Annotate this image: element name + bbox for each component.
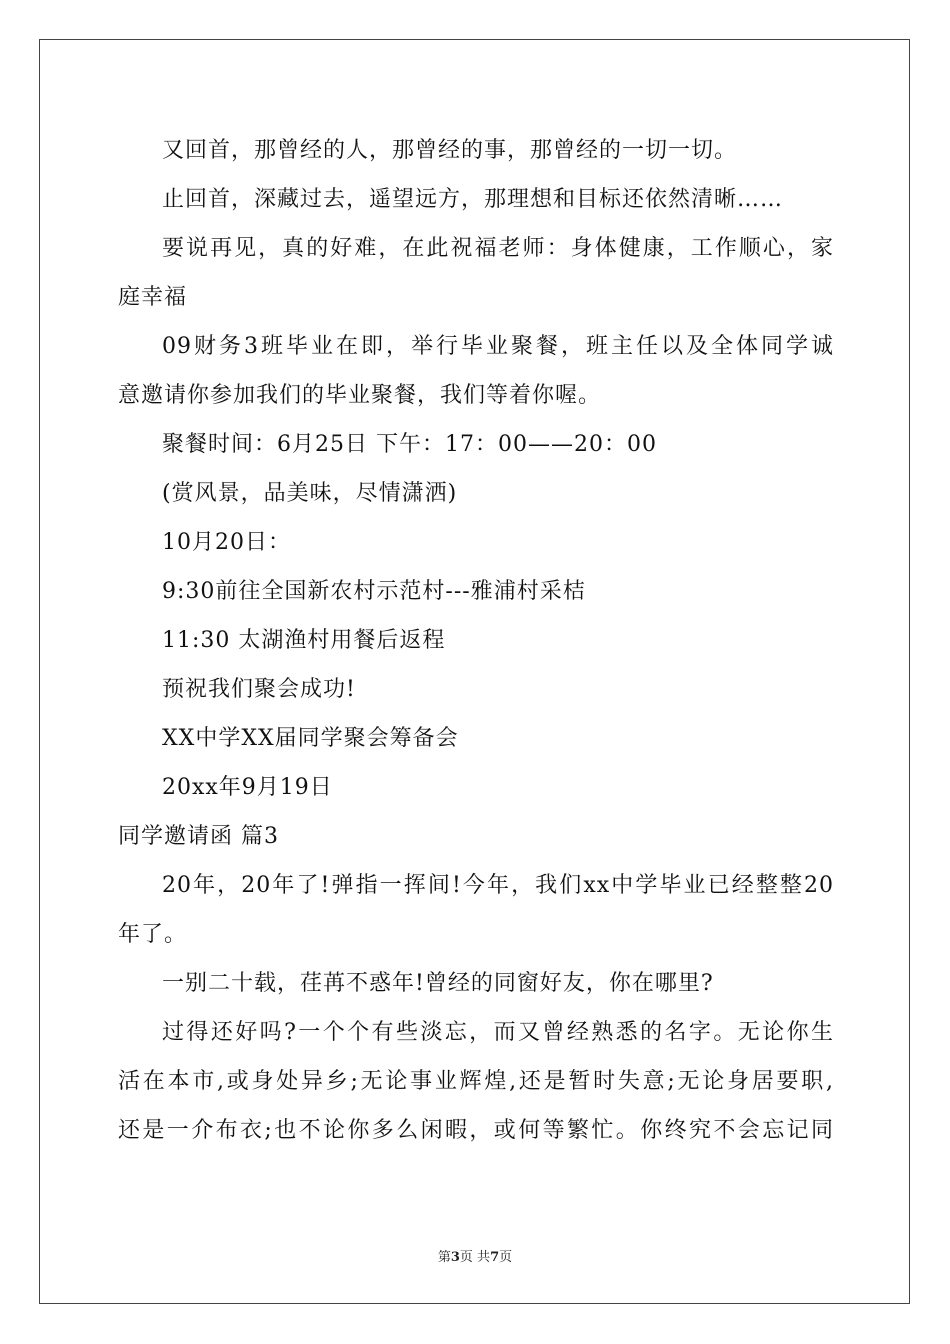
section-heading: 同学邀请函 篇3 <box>118 824 279 849</box>
paragraph-line: 要说再见，真的好难，在此祝福老师：身体健康，工作顺心，家 <box>162 236 834 261</box>
paragraph-line: 20年，20年了!弹指一挥间!今年，我们xx中学毕业已经整整20 <box>162 873 834 898</box>
paragraph-line: (赏风景，品美味，尽情潇洒) <box>162 481 458 506</box>
page-prefix: 第 <box>437 1250 451 1265</box>
page-current: 3 <box>450 1250 460 1265</box>
paragraph-line: 还是一介布衣;也不论你多么闲暇，或何等繁忙。你终究不会忘记同 <box>118 1118 834 1143</box>
page-suffix: 页 <box>499 1250 513 1265</box>
paragraph-line: 活在本市,或身处异乡;无论事业辉煌,还是暂时失意;无论身居要职, <box>118 1069 834 1094</box>
paragraph-line: 聚餐时间：6月25日 下午：17：00——20：00 <box>162 432 657 457</box>
paragraph-line: 意邀请你参加我们的毕业聚餐，我们等着你喔。 <box>118 383 602 408</box>
page-mid: 页 共 <box>459 1250 491 1265</box>
paragraph-line: 10月20日： <box>162 530 291 555</box>
paragraph-line: 止回首，深藏过去，遥望远方，那理想和目标还依然清晰…… <box>162 187 784 212</box>
paragraph-line: 09财务3班毕业在即，举行毕业聚餐，班主任以及全体同学诚 <box>162 334 834 359</box>
paragraph-line: 预祝我们聚会成功! <box>162 677 356 702</box>
paragraph-line: 过得还好吗?一个个有些淡忘，而又曾经熟悉的名字。无论你生 <box>162 1020 834 1045</box>
paragraph-line: 又回首，那曾经的人，那曾经的事，那曾经的一切一切。 <box>162 138 738 163</box>
paragraph-line: 20xx年9月19日 <box>162 775 333 800</box>
paragraph-line: 9:30前往全国新农村示范村---雅浦村采桔 <box>162 579 586 604</box>
paragraph-line: 年了。 <box>118 922 188 947</box>
paragraph-line: 一别二十载，荏苒不惑年!曾经的同窗好友，你在哪里? <box>162 971 714 996</box>
paragraph-line: 11:30 太湖渔村用餐后返程 <box>162 628 446 653</box>
page-total: 7 <box>490 1250 500 1265</box>
paragraph-line: XX中学XX届同学聚会筹备会 <box>162 726 459 751</box>
page-footer <box>0 1246 950 1265</box>
paragraph-line: 庭幸福 <box>118 285 188 310</box>
